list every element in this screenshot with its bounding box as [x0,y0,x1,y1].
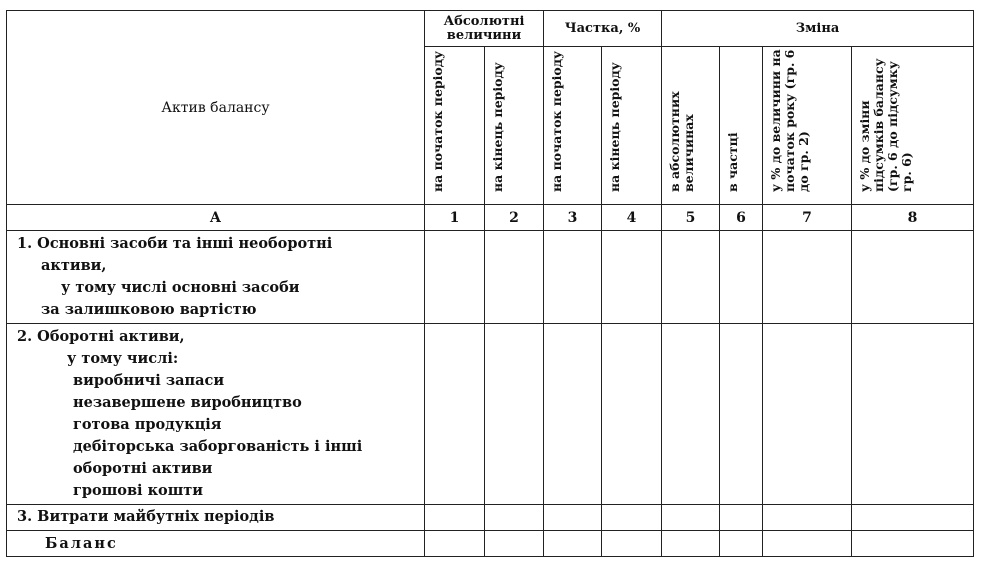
data-cell [720,505,763,531]
number-cell-4: 4 [602,205,662,231]
col-change-share-header [720,47,763,205]
data-cell [662,231,720,324]
number-cell-a: А [7,205,425,231]
data-cell [602,505,662,531]
number-cell-7: 7 [763,205,852,231]
data-cell [602,324,662,505]
current-assets-line-4: незавершене виробництво [73,394,302,411]
data-cell [662,324,720,505]
data-cell [763,324,852,505]
data-cell [602,531,662,557]
col-share-end-label: на кінець періоду [607,62,622,192]
col-abs-end-header [485,47,544,205]
data-cell [763,231,852,324]
current-assets-line-3: виробничі запаси [73,372,225,389]
data-cell [485,231,544,324]
col-abs-start-header [425,47,485,205]
header-group-row [7,11,974,47]
col-change-pct-start-label: у % до величини на початок року (гр. 6 до гр. 2) [768,49,811,192]
number-cell-6: 6 [720,205,763,231]
current-assets-line-6: дебіторська заборгованість і інші [73,438,363,455]
current-assets-line-5: готова продукція [73,416,222,433]
current-assets-line-1: 2. Оборотні активи, [17,328,185,345]
col-share-end-header [602,47,662,205]
data-cell [720,324,763,505]
col-abs-start-label: на початок періоду [430,50,445,192]
data-cell [763,531,852,557]
data-cell [544,505,602,531]
number-cell-3: 3 [544,205,602,231]
data-cell [720,231,763,324]
current-assets-line-2: у тому числі: [67,350,179,367]
data-cell [602,231,662,324]
data-cell [485,324,544,505]
noncurrent-assets-line-2: активи, [41,257,107,274]
data-cell [763,505,852,531]
current-assets-line-7: оборотні активи [73,460,213,477]
change-header: Зміна [662,11,974,47]
current-assets-line-8: грошові кошти [73,482,204,499]
data-cell [852,531,974,557]
data-cell [544,231,602,324]
table-row-noncurrent-assets [7,231,974,324]
data-cell [852,505,974,531]
col-change-abs-header [662,47,720,205]
absolute-values-header: Абсолютні величини [425,11,544,47]
noncurrent-assets-label-cell [7,231,425,324]
col-change-pct-total-header [852,47,974,205]
current-assets-label-cell [7,324,425,505]
table-row-balance-total [7,531,974,557]
data-cell [852,324,974,505]
balance-total-label: Баланс [7,531,425,557]
noncurrent-assets-line-3: у тому числі основні засоби [61,279,300,296]
number-cell-5: 5 [662,205,720,231]
balance-analysis-table-wrapper [6,10,974,557]
number-cell-2: 2 [485,205,544,231]
share-header: Частка, % [544,11,662,47]
col-change-share-label: в частці [725,132,740,192]
numbering-row [7,205,974,231]
row-label-header: Актив балансу [7,11,425,205]
data-cell [425,324,485,505]
data-cell [425,505,485,531]
data-cell [544,324,602,505]
deferred-expenses-label: 3. Витрати майбутніх періодів [7,505,425,531]
col-share-start-label: на початок періоду [549,50,564,192]
data-cell [425,231,485,324]
col-share-start-header [544,47,602,205]
data-cell [485,531,544,557]
data-cell [852,231,974,324]
data-cell [425,531,485,557]
data-cell [720,531,763,557]
data-cell [662,531,720,557]
data-cell [485,505,544,531]
col-change-pct-total-label: у % до зміни підсумків балансу (гр. 6 до підсумку гр. 6) [857,58,914,192]
balance-analysis-table [6,10,974,557]
col-abs-end-label: на кінець періоду [490,62,505,192]
table-row-deferred-expenses [7,505,974,531]
table-row-current-assets [7,324,974,505]
noncurrent-assets-line-4: за залишковою вартістю [41,301,257,318]
col-change-abs-label: в абсолютних величинах [667,91,696,192]
number-cell-1: 1 [425,205,485,231]
col-change-pct-start-header [763,47,852,205]
data-cell [662,505,720,531]
number-cell-8: 8 [852,205,974,231]
data-cell [544,531,602,557]
noncurrent-assets-line-1: 1. Основні засоби та інші необоротні [17,235,333,252]
